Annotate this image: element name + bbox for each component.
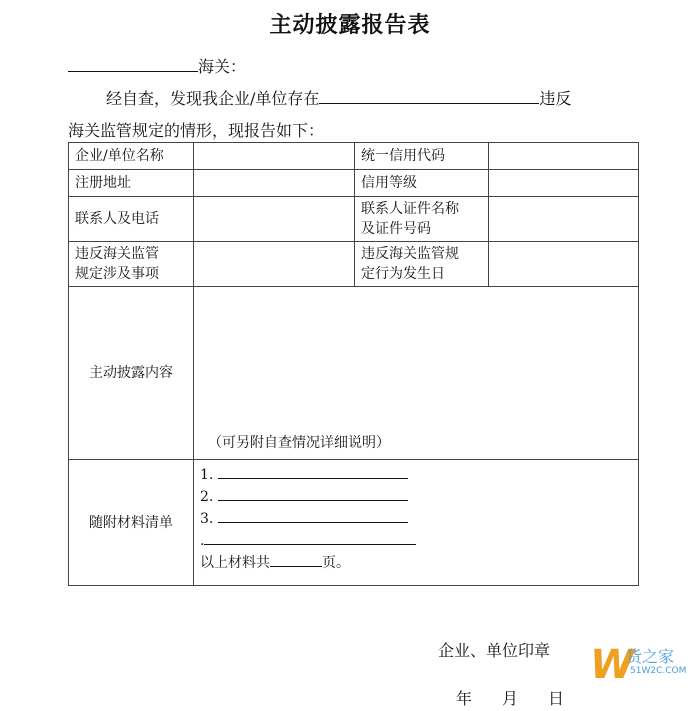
seal-label: 企业、单位印章 [438, 641, 551, 660]
violation-matter-field[interactable] [194, 242, 355, 287]
disclosure-label: 主动披露内容 [69, 287, 194, 460]
pages-line [200, 552, 632, 574]
violation-date-field[interactable] [489, 242, 639, 287]
pages-count-blank[interactable] [270, 552, 322, 567]
attachment-item: . [200, 530, 632, 552]
attachments-label: 随附材料清单 [69, 460, 194, 586]
credit-level-label: 信用等级 [355, 170, 489, 197]
logo-cn-text: 货之家 [626, 647, 675, 666]
report-form-table [68, 142, 639, 586]
address-field[interactable] [194, 170, 355, 197]
credit-level-field[interactable] [489, 170, 639, 197]
contact-id-label-line1: 联系人证件名称 [361, 201, 459, 217]
address-label: 注册地址 [69, 170, 194, 197]
attachment-blank[interactable] [218, 486, 408, 501]
contact-label: 联系人及电话 [69, 197, 194, 242]
attachment-item: 1. [200, 464, 632, 486]
attachment-blank[interactable] [204, 530, 416, 545]
attachment-item: 2. [200, 486, 632, 508]
intro-line-2: 海关监管规定的情形，现报告如下： [68, 121, 325, 140]
customs-line [68, 54, 246, 77]
violation-date-line2: 定行为发生日 [361, 266, 445, 282]
attachment-blank[interactable] [218, 464, 408, 479]
date-line [456, 686, 564, 709]
violation-matter-label [69, 242, 194, 287]
attachment-item: 3. [200, 508, 632, 530]
violation-blank[interactable] [319, 89, 539, 104]
day-label: 日 [548, 689, 565, 708]
contact-id-field[interactable] [489, 197, 639, 242]
logo-letter: W [590, 642, 635, 688]
contact-id-label [355, 197, 489, 242]
violation-matter-line1: 违反海关监管 [75, 246, 159, 262]
month-label: 月 [502, 689, 519, 708]
contact-field[interactable] [194, 197, 355, 242]
customs-suffix: 海关： [198, 57, 247, 76]
customs-blank[interactable] [68, 57, 198, 72]
attachment-blank[interactable] [218, 508, 408, 523]
violation-date-label [355, 242, 489, 287]
enterprise-name-label: 企业/单位名称 [69, 143, 194, 170]
enterprise-name-field[interactable] [194, 143, 355, 170]
violation-matter-line2: 规定涉及事项 [75, 266, 159, 282]
disclosure-note: （可另附自查情况详细说明） [208, 435, 390, 451]
intro-line [106, 86, 571, 109]
year-label: 年 [456, 689, 473, 708]
contact-id-label-line2: 及证件号码 [361, 221, 431, 237]
violation-date-line1: 违反海关监管规 [361, 246, 459, 262]
credit-code-label: 统一信用代码 [355, 143, 489, 170]
logo-en-text: 51W2C.COM [630, 666, 687, 676]
intro-prefix: 经自查，发现我企业/单位存在 [106, 89, 320, 108]
watermark-logo [580, 634, 690, 694]
intro-suffix: 违反 [539, 89, 572, 108]
credit-code-field[interactable] [489, 143, 639, 170]
attachments-list [194, 460, 639, 586]
disclosure-content-field[interactable] [194, 287, 639, 460]
pages-suffix: 页。 [322, 555, 350, 571]
pages-prefix: 以上材料共 [200, 555, 270, 571]
page-title: 主动披露报告表 [269, 13, 431, 38]
